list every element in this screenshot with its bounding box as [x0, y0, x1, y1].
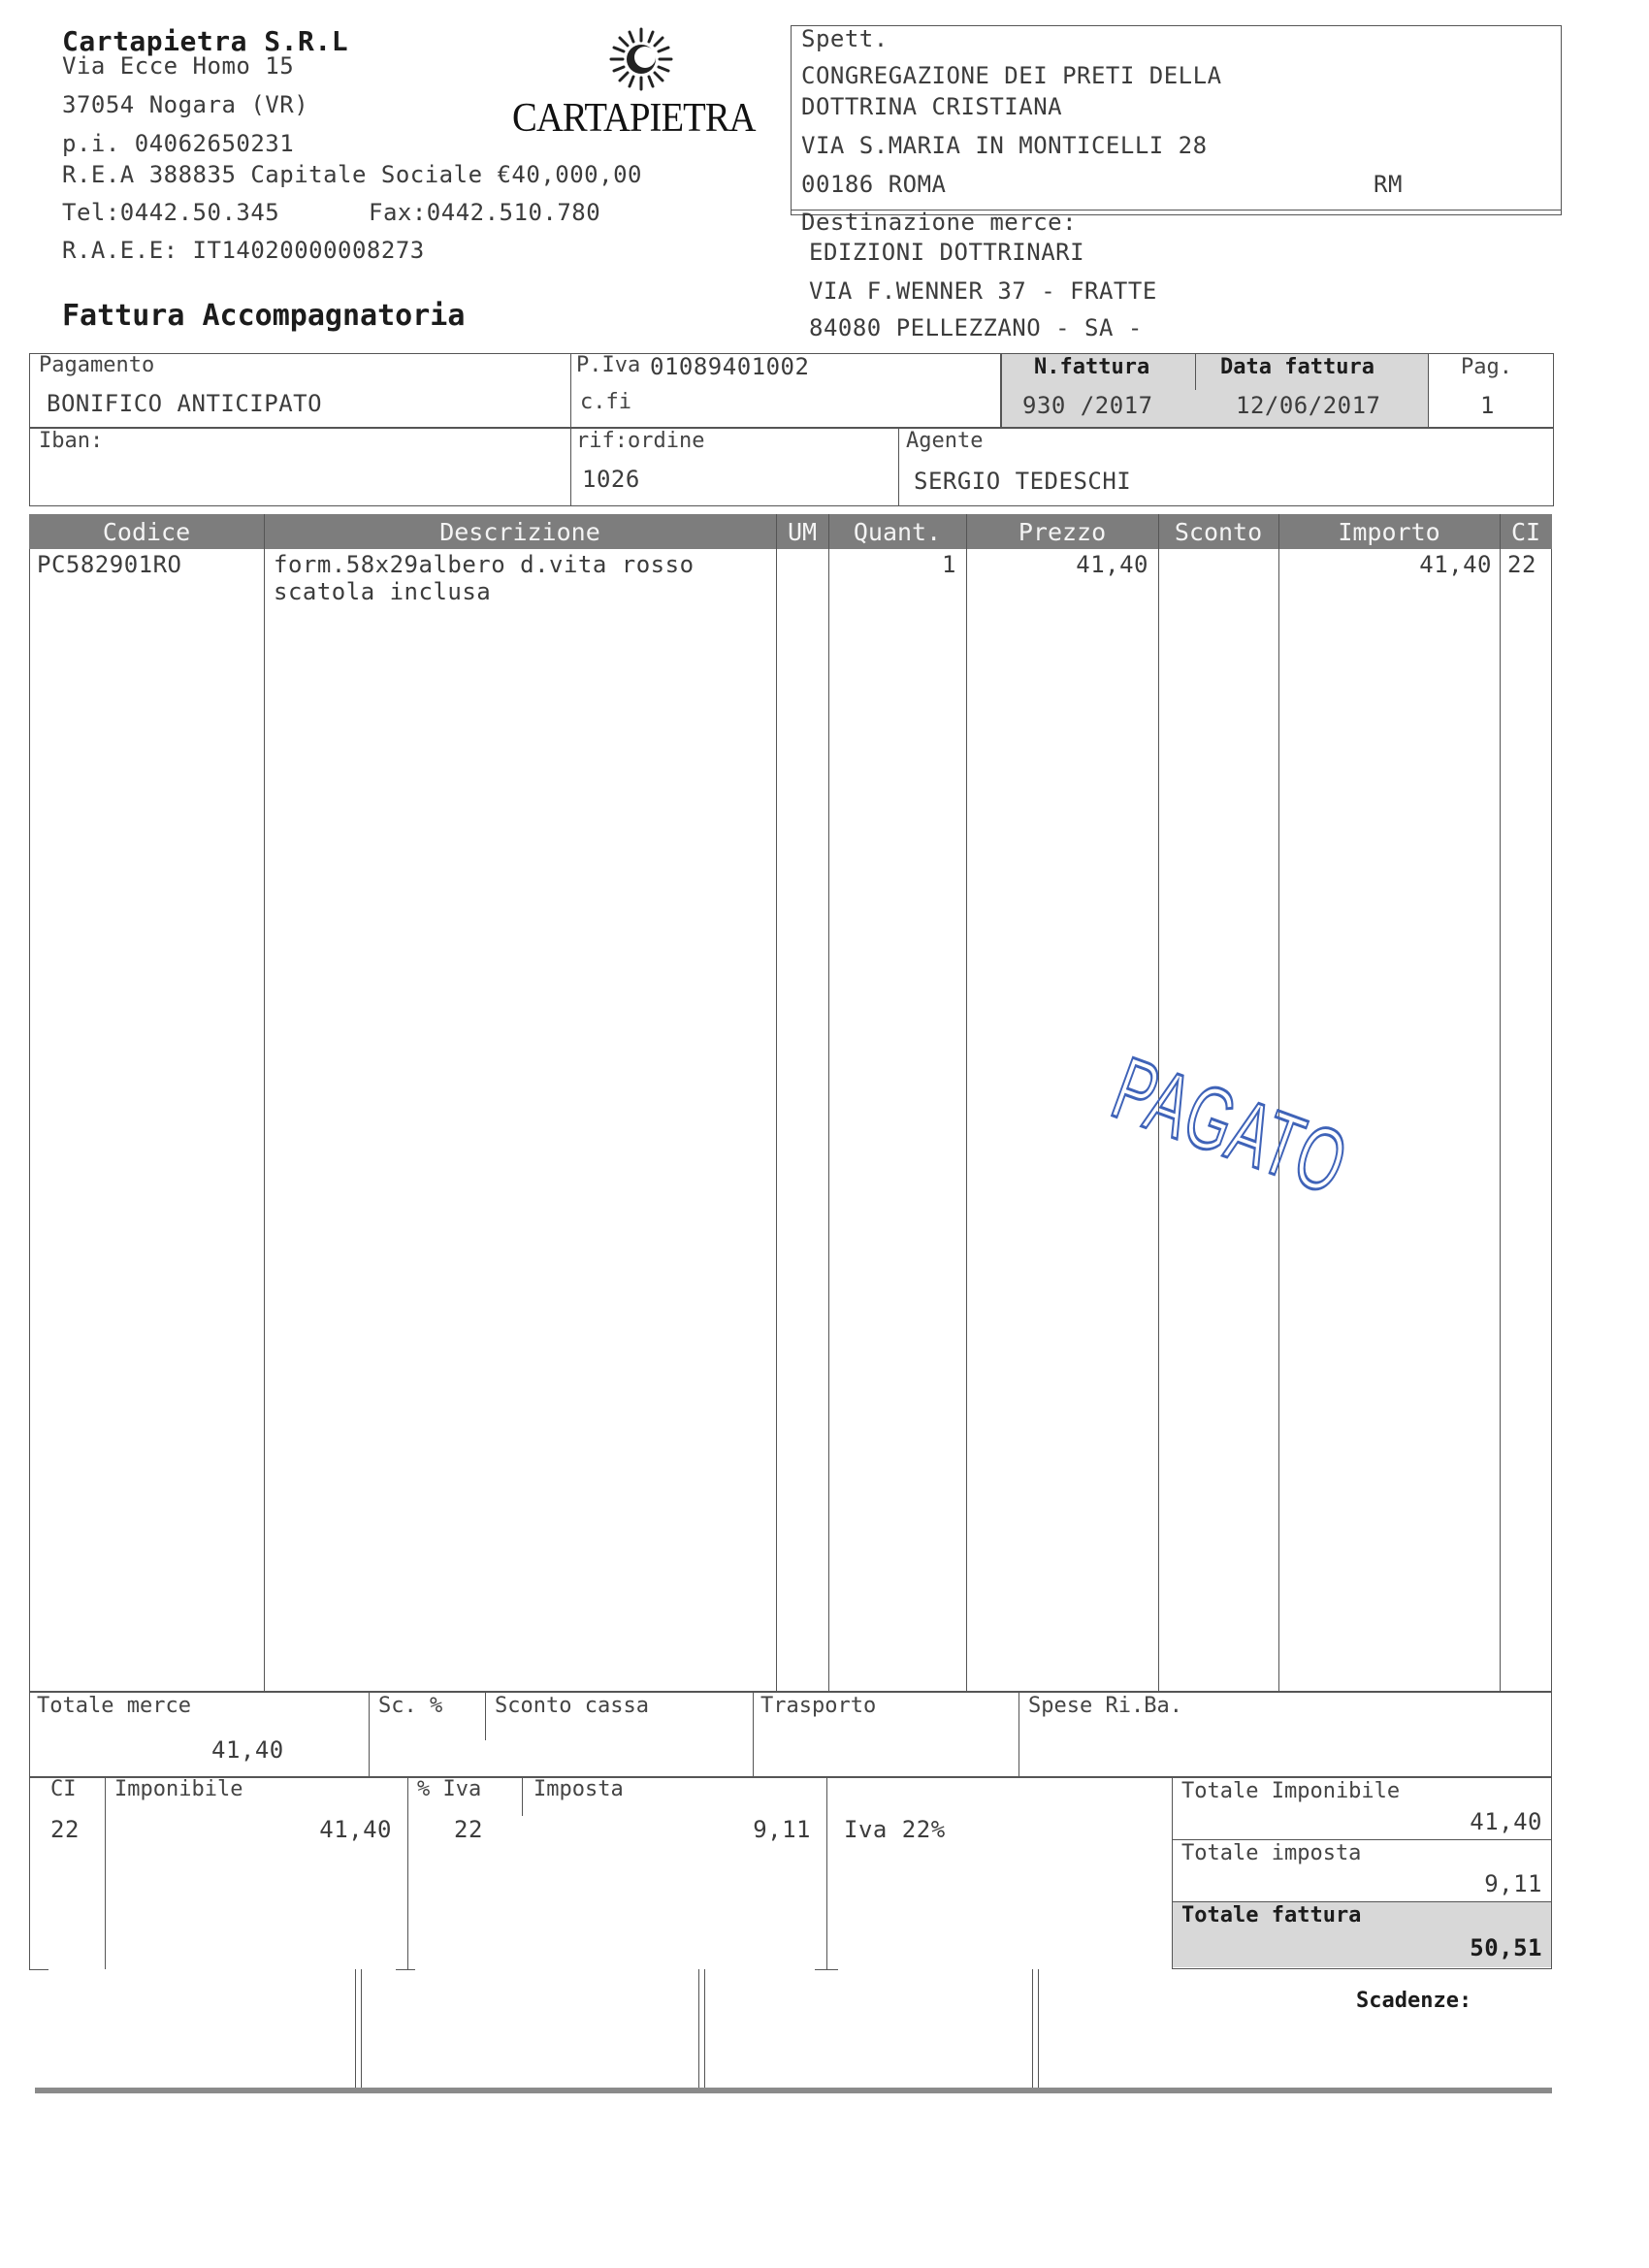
imponibile-value: 41,40	[319, 1816, 392, 1843]
paid-stamp: PAGATO	[1100, 1038, 1360, 1215]
imposta-value: 9,11	[753, 1816, 811, 1843]
tot-fattura-label: Totale fattura	[1181, 1903, 1362, 1928]
col-codice-header: Codice	[29, 514, 264, 549]
row-importo: 41,40	[1419, 551, 1492, 578]
cfi-label: c.fi	[580, 390, 631, 414]
document-title: Fattura Accompagnatoria	[62, 299, 466, 333]
company-raee: R.A.E.E: IT14020000008273	[62, 237, 425, 264]
col-prezzo-header: Prezzo	[966, 514, 1158, 549]
iva-description: Iva 22%	[844, 1816, 946, 1843]
totale-merce-label: Totale merce	[37, 1694, 191, 1718]
sun-logo-icon	[609, 27, 673, 91]
tot-imponibile-label: Totale Imponibile	[1181, 1779, 1401, 1803]
ci-value: 22	[50, 1816, 80, 1843]
col-ci-header: CI	[1500, 514, 1552, 549]
imposta-label: Imposta	[534, 1777, 624, 1801]
row-ci: 22	[1507, 551, 1536, 578]
scadenze-label: Scadenze:	[1356, 1989, 1472, 2013]
piva-label: P.Iva	[576, 353, 641, 377]
rif-value: 1026	[582, 466, 640, 493]
recipient-line2: DOTTRINA CRISTIANA	[801, 93, 1063, 120]
row-quant: 1	[942, 551, 956, 578]
items-table	[29, 514, 1552, 1692]
col-importo-header: Importo	[1278, 514, 1500, 549]
trasporto-label: Trasporto	[760, 1694, 877, 1718]
col-quant-header: Quant.	[828, 514, 966, 549]
recipient-line3: VIA S.MARIA IN MONTICELLI 28	[801, 132, 1208, 159]
sconto-cassa-label: Sconto cassa	[495, 1694, 649, 1718]
company-fax: Fax:0442.510.780	[369, 199, 601, 226]
company-logo-text: CARTAPIETRA	[512, 96, 756, 141]
tot-fattura-value: 50,51	[1470, 1934, 1542, 1961]
nfattura-label: N.fattura	[1034, 355, 1150, 379]
recipient-cap-city: 00186 ROMA	[801, 171, 947, 198]
row-prezzo: 41,40	[1076, 551, 1148, 578]
iva-label: % Iva	[417, 1777, 482, 1801]
pagamento-value: BONIFICO ANTICIPATO	[47, 390, 323, 417]
pag-value: 1	[1480, 392, 1495, 419]
iban-label: Iban:	[39, 429, 104, 453]
rif-label: rif:ordine	[576, 429, 705, 453]
pagamento-label: Pagamento	[39, 353, 155, 377]
destination-label: Destinazione merce:	[801, 209, 1078, 236]
col-sconto-header: Sconto	[1158, 514, 1278, 549]
sc-label: Sc. %	[378, 1694, 443, 1718]
spese-label: Spese Ri.Ba.	[1028, 1694, 1182, 1718]
totale-merce-value: 41,40	[211, 1736, 284, 1764]
destination-line3: 84080 PELLEZZANO - SA -	[809, 314, 1143, 341]
recipient-province: RM	[1374, 171, 1403, 198]
destination-line2: VIA F.WENNER 37 - FRATTE	[809, 277, 1157, 305]
company-tel: Tel:0442.50.345	[62, 199, 280, 226]
imponibile-label: Imponibile	[114, 1777, 243, 1801]
recipient-label: Spett.	[801, 25, 889, 52]
agente-value: SERGIO TEDESCHI	[914, 468, 1132, 495]
pag-label: Pag.	[1461, 355, 1512, 379]
piva-value: 01089401002	[650, 353, 810, 380]
col-um-header: UM	[776, 514, 828, 549]
data-value: 12/06/2017	[1236, 392, 1381, 419]
row-codice: PC582901RO	[37, 551, 182, 578]
recipient-line1: CONGREGAZIONE DEI PRETI DELLA	[801, 62, 1222, 89]
nfattura-value: 930 /2017	[1022, 392, 1153, 419]
bottom-rule	[35, 2088, 1552, 2093]
company-address: Via Ecce Homo 15	[62, 52, 295, 80]
data-label: Data fattura	[1220, 355, 1374, 379]
tot-imposta-label: Totale imposta	[1181, 1841, 1362, 1865]
tot-imposta-value: 9,11	[1484, 1870, 1542, 1897]
info-row2	[29, 427, 1554, 506]
destination-line1: EDIZIONI DOTTRINARI	[809, 239, 1085, 266]
company-city: 37054 Nogara (VR)	[62, 91, 309, 118]
iva-value: 22	[454, 1816, 483, 1843]
ci-label: CI	[50, 1777, 77, 1801]
company-rea: R.E.A 388835 Capitale Sociale €40,000,00	[62, 161, 642, 188]
col-descrizione-header: Descrizione	[264, 514, 776, 549]
tot-imponibile-value: 41,40	[1470, 1808, 1542, 1835]
row-descrizione-2: scatola inclusa	[274, 578, 492, 605]
company-name: Cartapietra S.R.L	[62, 25, 349, 57]
agente-label: Agente	[906, 429, 984, 453]
row-descrizione-1: form.58x29albero d.vita rosso	[274, 551, 695, 578]
company-piva: p.i. 04062650231	[62, 130, 295, 157]
